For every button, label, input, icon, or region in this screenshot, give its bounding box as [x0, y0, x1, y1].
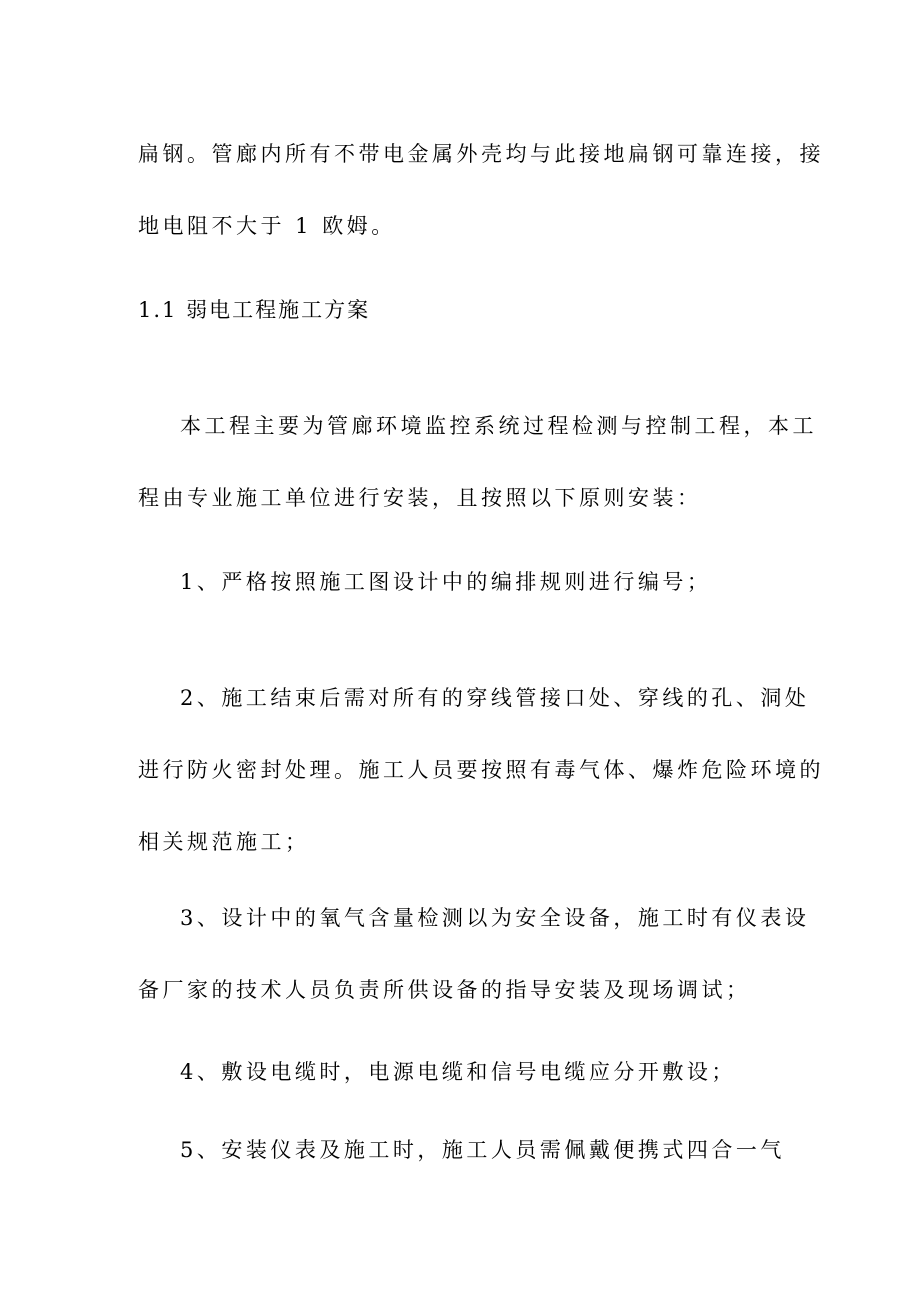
list-item: 1、严格按照施工图设计中的编排规则进行编号； [180, 570, 712, 594]
list-item: 4、敷设电缆时，电源电缆和信号电缆应分开敷设； [180, 1060, 736, 1084]
list-item: 2、施工结束后需对所有的穿线管接口处、穿线的孔、洞处 [180, 686, 810, 710]
paragraph-line: 程由专业施工单位进行安装，且按照以下原则安装： [138, 486, 702, 510]
list-item-continuation: 备厂家的技术人员负责所供设备的指导安装及现场调试； [138, 978, 751, 1002]
list-item-continuation: 进行防火密封处理。施工人员要按照有毒气体、爆炸危险环境的 [138, 758, 824, 782]
paragraph-line: 扁钢。管廊内所有不带电金属外壳均与此接地扁钢可靠连接，接 [138, 142, 824, 166]
paragraph-line: 本工程主要为管廊环境监控系统过程检测与控制工程，本工 [180, 414, 817, 438]
paragraph-line: 地电阻不大于 1 欧姆。 [138, 214, 396, 238]
section-heading: 1.1 弱电工程施工方案 [138, 298, 371, 322]
list-item: 5、安装仪表及施工时，施工人员需佩戴便携式四合一气 [180, 1138, 785, 1162]
list-item-continuation: 相关规范施工； [138, 830, 310, 854]
list-item: 3、设计中的氧气含量检测以为安全设备，施工时有仪表设 [180, 906, 810, 930]
